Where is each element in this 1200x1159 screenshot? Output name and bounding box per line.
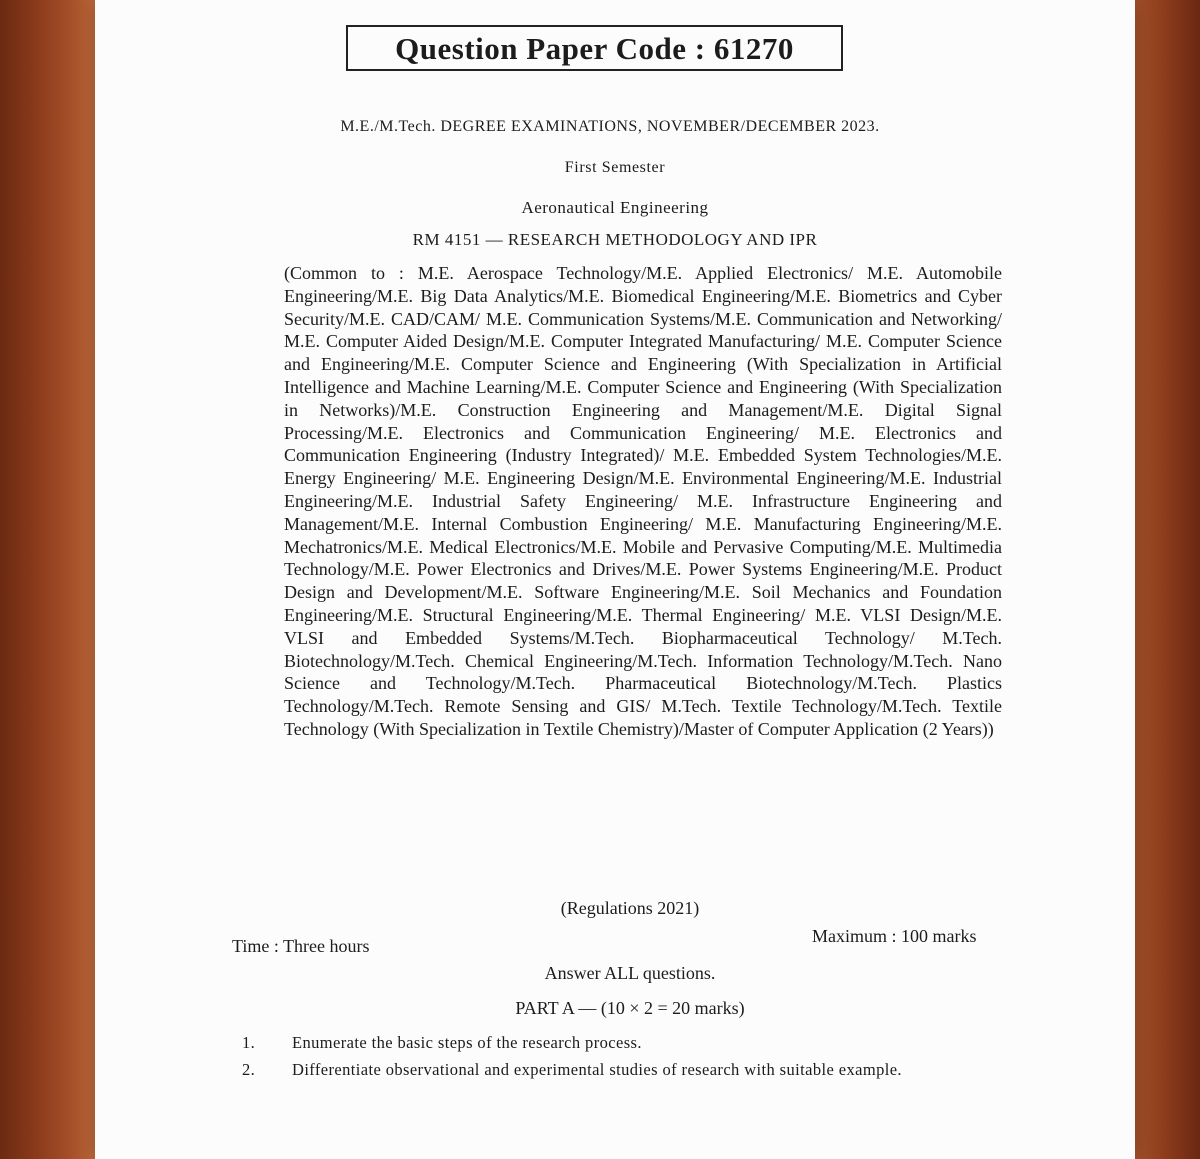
semester: First Semester xyxy=(564,159,666,176)
regulations: (Regulations 2021) xyxy=(560,898,700,918)
question-number: 1. xyxy=(242,1033,256,1052)
question-number: 2. xyxy=(242,1060,256,1079)
part-heading: PART A — (10 × 2 = 20 marks) xyxy=(515,998,745,1018)
department: Aeronautical Engineering xyxy=(521,198,709,217)
subject-title: RM 4151 — RESEARCH METHODOLOGY AND IPR xyxy=(412,230,818,249)
question-text: Differentiate observational and experimental studies of research with suitable example. xyxy=(292,1060,902,1079)
maximum-marks: Maximum : 100 marks xyxy=(812,926,977,946)
instructions: Answer ALL questions. xyxy=(544,963,716,983)
question-text: Enumerate the basic steps of the research process. xyxy=(292,1033,642,1052)
common-to-programmes: (Common to : M.E. Aerospace Technology/M.E. Applied Electronics/ M.E. Automobile Engineering/M.E. Big Data Analytics/M.E. Biomedical Engineering/M.E. Biometrics and Cyber Security/M.E. CAD/CAM/ M.E. Communication Systems/M.E. Communication and Networking/ M.E. Computer Aided Design/M.E. Computer Integrated Manufacturing/ M.E. Computer Science and Engineering/M.E. Computer Science and Engineering (With Specialization in Artificial Intelligence and Machine Learning/M.E. Computer Science and Engineering (With Specialization in Networks)/M.E. Construction Engineering and Management/M.E. Digital Signal Processing/M.E. Electronics and Communication Engineering/ M.E. Electronics and Communication Engineering (Industry Integrated)/ M.E. Embedded System Technologies/M.E. Energy Engineering/ M.E. Engineering Design/M.E. Environmental Engineering/M.E. Industrial Engineering/M.E. Industrial Safety Engineering/ M.E. Infrastructure Engineering and Management/M.E. Internal Combustion Engineering/ M.E. Manufacturing Engineering/M.E. Mechatronics/M.E. Medical Electronics/M.E. Mobile and Pervasive Computing/M.E. Multimedia Technology/M.E. Power Electronics and Drives/M.E. Power Systems Engineering/M.E. Product Design and Development/M.E. Software Engineering/M.E. Soil Mechanics and Foundation Engineering/M.E. Structural Engineering/M.E. Thermal Engineering/ M.E. VLSI Design/M.E. VLSI and Embedded Systems/M.Tech. Biopharmaceutical Technology/ M.Tech. Biotechnology/M.Tech. Chemical Engineering/M.Tech. Information Technology/M.Tech. Nano Science and Technology/M.Tech. Pharmaceutical Biotechnology/M.Tech. Plastics Technology/M.Tech. Remote Sensing and GIS/ M.Tech. Textile Technology/M.Tech. Textile Technology (With Specialization in Textile Chemistry)/Master of Computer Application (2 Years)) xyxy=(284,263,1002,739)
question-paper-code: Question Paper Code : 61270 xyxy=(346,25,843,71)
exam-duration: Time : Three hours xyxy=(232,936,370,956)
exam-title: M.E./M.Tech. DEGREE EXAMINATIONS, NOVEMBER/DECEMBER 2023. xyxy=(340,118,880,135)
